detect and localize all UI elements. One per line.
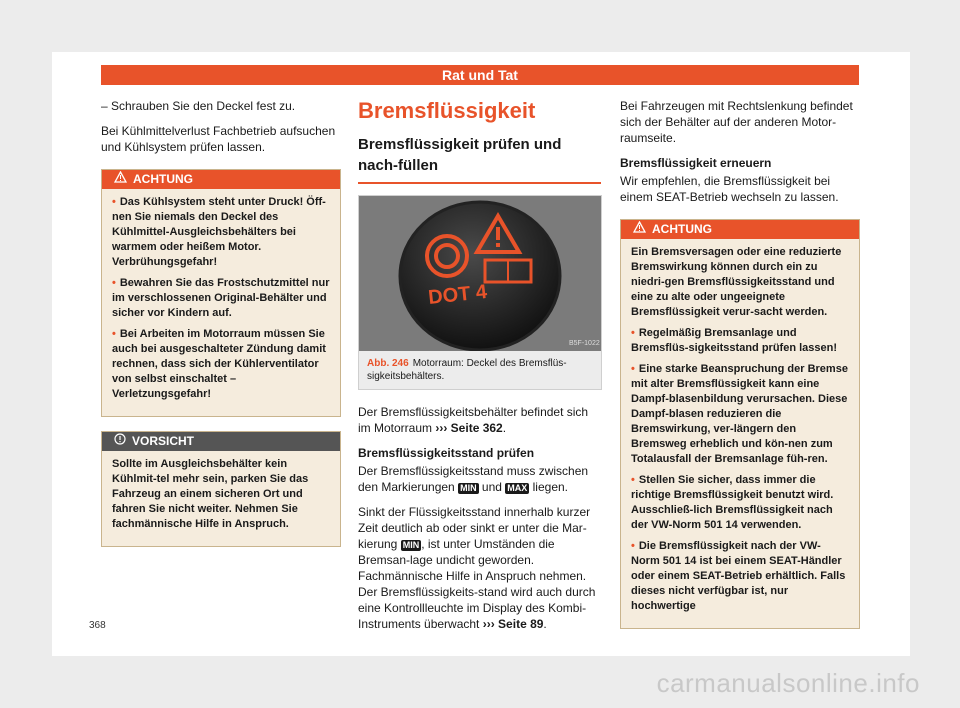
watermark: carmanualsonline.info	[656, 668, 920, 698]
warning-triangle-icon	[114, 170, 127, 189]
warning-item: • Bei Arbeiten im Motorraum müssen Sie auch bei ausgeschalteter Zündung damit rechnen, dass sich der Kühlerventilator von selbst einschaltet – Verletzungsgefahr!	[112, 328, 326, 400]
warning-item: • Die Bremsflüssigkeit nach der VW-Norm 501 14 ist bei einem SEAT-Händler oder einem SEAT-Betrieb erhältlich. Falls dieses nicht verfügbar ist, nur hochwertige	[631, 540, 846, 612]
figure-caption: Abb. 246 Motorraum: Deckel des Bremsflüs-sigkeitsbehälters.	[359, 351, 601, 389]
chapter-header: Rat und Tat	[101, 65, 859, 85]
warning-body	[621, 239, 859, 614]
min-marker: MIN	[460, 483, 477, 493]
warning-item: • Bewahren Sie das Frostschutzmittel nur im verschlossenen Original-Behälter und sicher vor Kindern auf.	[112, 277, 330, 319]
caution-box	[101, 431, 341, 547]
paragraph: Sinkt der Flüssigkeitsstand innerhalb kurzer Zeit deutlich ab oder sinkt er unter die Mar-kierung MIN , ist unter Umständen die Bremsan-lage undicht geworden. Fachmännische Hilfe in Anspruch nehmen. Der Bremsflüssigkeits-stand wird auch durch eine Kontrollleuchte im Display des Kombi-Instruments überwacht ››› Seite 89.	[358, 505, 596, 631]
paragraph: Bei Kühlmittelverlust Fachbetrieb aufsuchen und Kühlsystem prüfen lassen.	[101, 124, 336, 154]
warning-title: ACHTUNG	[102, 170, 340, 189]
warning-box	[620, 219, 860, 629]
warning-box	[101, 169, 341, 417]
subheading: Bremsflüssigkeitsstand prüfen	[358, 446, 535, 460]
max-marker: MAX	[507, 483, 528, 493]
warning-item: • Das Kühlsystem steht unter Druck! Öff-nen Sie niemals den Deckel des Kühlmittel-Ausgleichsbehälters bei warmem oder heißem Motor. Verbrühungsgefahr!	[112, 196, 326, 268]
warning-intro: Ein Bremsversagen oder eine reduzierte Bremswirkung können durch ein zu niedri-gen Bremsflüssigkeitsstand und eine zu alte oder ungeeignete Bremsflüssigkeit verur-sacht werden.	[631, 246, 842, 318]
subheading: Bremsflüssigkeit erneuern	[620, 156, 772, 170]
paragraph: Der Bremsflüssigkeitsbehälter befindet sich im Motorraum ››› Seite 362.	[358, 405, 589, 435]
page-reference-link[interactable]: ››› Seite 89	[482, 617, 544, 631]
warning-item: • Stellen Sie sicher, dass immer die richtige Bremsflüssigkeit benutzt wird. Ausschließ-lich Bremsflüssigkeit nach der VW-Norm 501 14 verwenden.	[631, 474, 834, 531]
step-text: – Schrauben Sie den Deckel fest zu.	[101, 99, 296, 113]
brake-fluid-cap-image	[359, 196, 601, 351]
info-circle-icon	[114, 432, 126, 451]
section-title: Bremsflüssigkeit	[358, 98, 536, 123]
caution-title: VORSICHT	[102, 432, 340, 451]
min-marker: MIN	[402, 540, 420, 550]
paragraph: Der Bremsflüssigkeitsstand muss zwischen den Markierungen MIN und MAX liegen.	[358, 464, 589, 494]
page-number: 368	[89, 620, 106, 631]
svg-text:DOT 4: DOT 4	[427, 280, 489, 309]
column-1	[101, 98, 341, 547]
warning-item: • Eine starke Beanspruchung der Bremse mit alter Bremsflüssigkeit kann eine Dampf-blasenbildung verursachen. Diese Dampf-blasen reduzieren die Bremswirkung, ver-längern den Bremsweg erheblich und kön-nen zum Totalausfall der Bremsanlage füh-ren.	[631, 363, 848, 465]
caution-body: Sollte im Ausgleichsbehälter kein Kühlmit-tel mehr sein, parken Sie das Fahrzeug an einem sicheren Ort und fahren Sie nicht weiter. Nehmen Sie fachmännische Hilfe in Anspruch.	[112, 458, 309, 530]
svg-text:B5F-1022: B5F-1022	[569, 340, 600, 347]
warning-item: • Regelmäßig Bremsanlage und Bremsflüs-sigkeitsstand prüfen lassen!	[631, 327, 838, 354]
subsection-title: Bremsflüssigkeit prüfen und nach-füllen	[358, 134, 601, 184]
warning-triangle-icon	[633, 220, 646, 239]
warning-title: ACHTUNG	[621, 220, 859, 239]
paragraph: Wir empfehlen, die Bremsflüssigkeit bei einem SEAT-Betrieb wechseln zu lassen.	[620, 174, 839, 204]
warning-body	[102, 189, 340, 402]
paragraph: Bei Fahrzeugen mit Rechtslenkung befindet sich der Behälter auf der anderen Motor-raumseite.	[620, 99, 853, 145]
page-reference-link[interactable]: ››› Seite 362	[435, 421, 503, 435]
figure	[358, 195, 602, 390]
column-2	[358, 98, 601, 641]
column-3	[620, 98, 860, 629]
